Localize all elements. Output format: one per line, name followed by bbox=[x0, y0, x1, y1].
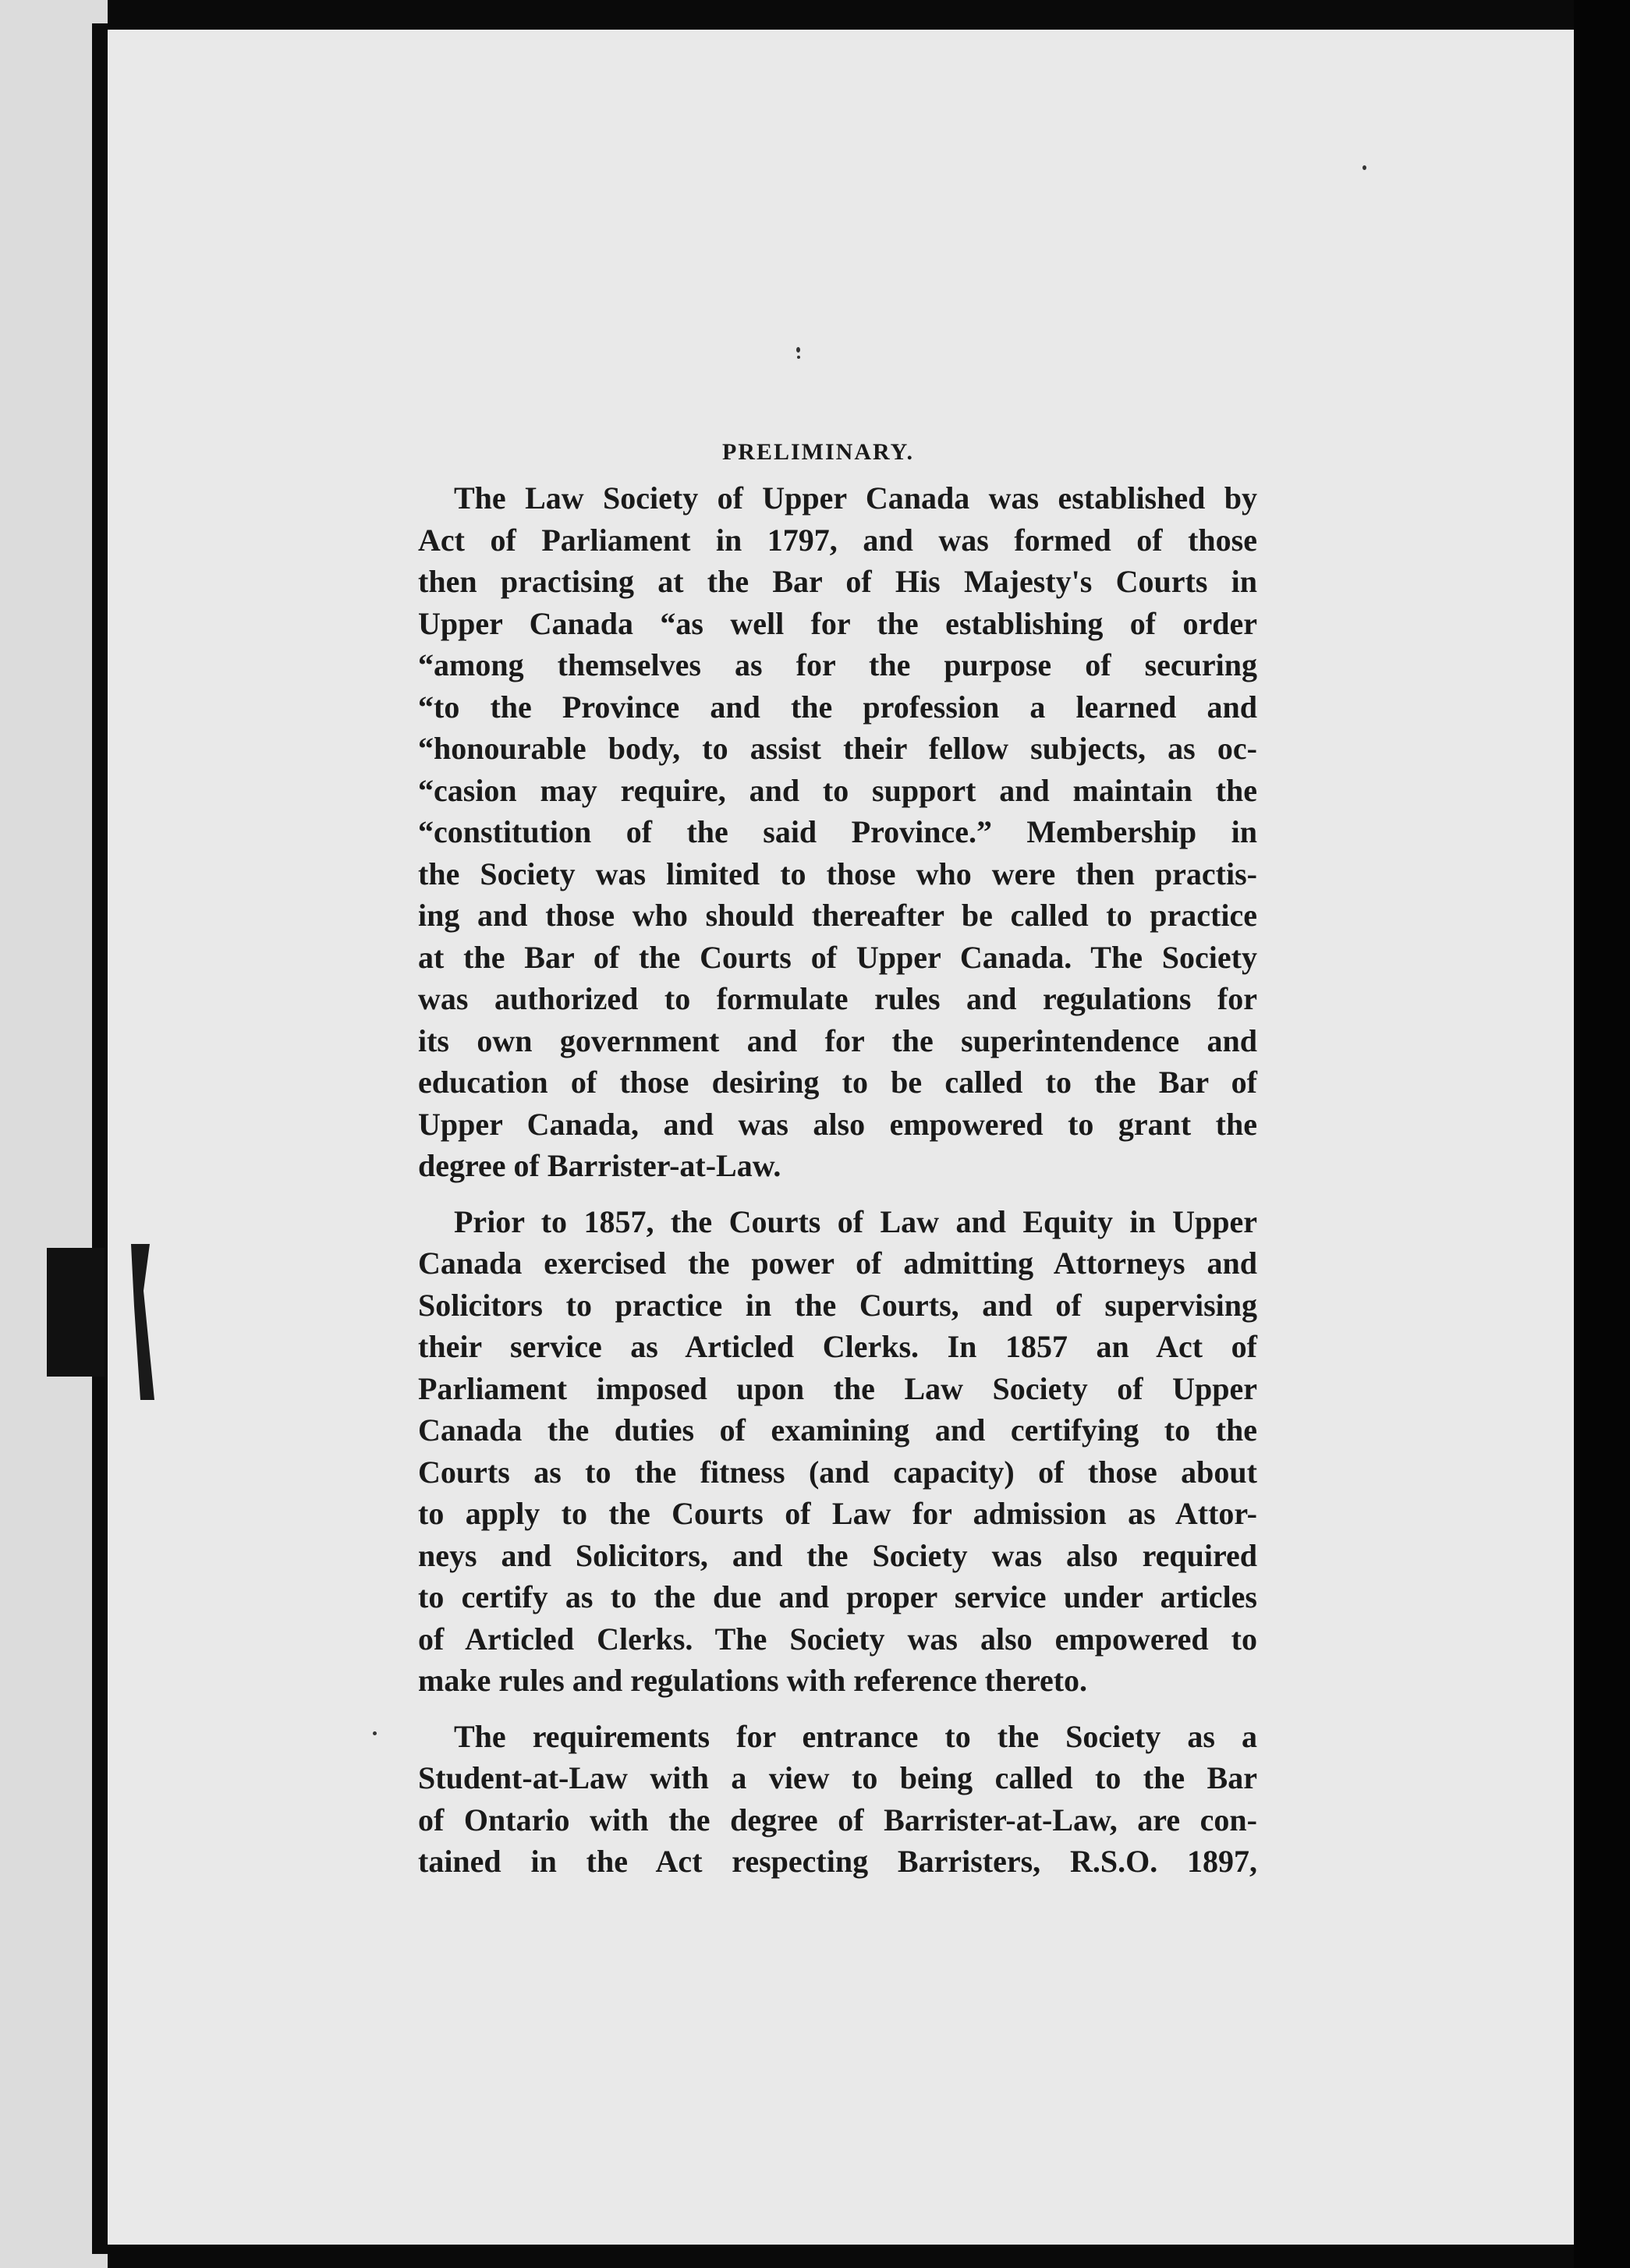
dust-speck bbox=[373, 1731, 377, 1735]
text-line: The Law Society of Upper Canada was established by bbox=[454, 480, 1257, 516]
text-line: was authorized to formulate rules and regulations for bbox=[418, 981, 1257, 1016]
text-line: then practising at the Bar of His Majesty's Courts in bbox=[418, 564, 1257, 599]
text-line: at the Bar of the Courts of Upper Canada. The Society bbox=[418, 939, 1257, 975]
text-line: to apply to the Courts of Law for admission as Attor- bbox=[418, 1496, 1257, 1531]
text-line: make rules and regulations with reference thereto. bbox=[418, 1663, 1088, 1698]
document-body bbox=[379, 437, 1257, 1897]
binding-mark bbox=[47, 1248, 105, 1377]
text-line: Act of Parliament in 1797, and was formed of those bbox=[418, 522, 1257, 558]
paragraph-2 bbox=[379, 1201, 1257, 1702]
dust-speck bbox=[796, 347, 800, 353]
text-line: “among themselves as for the purpose of securing bbox=[418, 647, 1257, 682]
text-line: its own government and for the superintendence and bbox=[418, 1022, 1257, 1058]
right-page-shadow bbox=[1574, 0, 1630, 2268]
text-line: “to the Province and the profession a learned and bbox=[418, 689, 1257, 725]
text-line: tained in the Act respecting Barristers, R.S.O. 1897, bbox=[418, 1844, 1257, 1879]
text-line: The requirements for entrance to the Society as a bbox=[454, 1718, 1257, 1754]
text-line: of Ontario with the degree of Barrister-at-Law, are con- bbox=[418, 1802, 1257, 1837]
section-heading: PRELIMINARY. bbox=[721, 439, 915, 465]
binding-shadow bbox=[92, 23, 108, 2254]
paragraph-3 bbox=[379, 1716, 1257, 1883]
dust-speck bbox=[1362, 165, 1366, 170]
text-line: Prior to 1857, the Courts of Law and Equity in Upper bbox=[454, 1203, 1257, 1239]
text-line: Parliament imposed upon the Law Society of Upper bbox=[418, 1370, 1257, 1406]
dust-speck bbox=[797, 356, 800, 359]
text-line: Upper Canada, and was also empowered to grant the bbox=[418, 1106, 1257, 1142]
text-line: Student-at-Law with a view to being called to the Bar bbox=[418, 1760, 1257, 1795]
text-line: their service as Articled Clerks. In 1857 an Act of bbox=[418, 1329, 1257, 1364]
text-line: “casion may require, and to support and maintain the bbox=[418, 772, 1257, 808]
text-line: Canada the duties of examining and certifying to the bbox=[418, 1412, 1257, 1448]
text-line: Solicitors to practice in the Courts, and of supervising bbox=[418, 1287, 1257, 1323]
text-line: neys and Solicitors, and the Society was also required bbox=[418, 1537, 1257, 1573]
text-line: education of those desiring to be called to the Bar of bbox=[418, 1065, 1257, 1100]
text-line: the Society was limited to those who were then practis- bbox=[418, 856, 1257, 891]
paragraph-1 bbox=[379, 477, 1257, 1187]
text-line: ing and those who should thereafter be called to practice bbox=[418, 898, 1257, 933]
text-line: to certify as to the due and proper service under articles bbox=[418, 1579, 1257, 1614]
text-line: Upper Canada “as well for the establishing of order bbox=[418, 605, 1257, 641]
text-line: of Articled Clerks. The Society was also empowered to bbox=[418, 1621, 1257, 1657]
text-line: “honourable body, to assist their fellow subjects, as oc- bbox=[418, 731, 1257, 766]
text-line: degree of Barrister-at-Law. bbox=[418, 1148, 781, 1183]
text-line: Courts as to the fitness (and capacity) of those about bbox=[418, 1454, 1257, 1490]
text-line: Canada exercised the power of admitting Attorneys and bbox=[418, 1246, 1257, 1281]
text-line: “constitution of the said Province.” Membership in bbox=[418, 814, 1257, 849]
